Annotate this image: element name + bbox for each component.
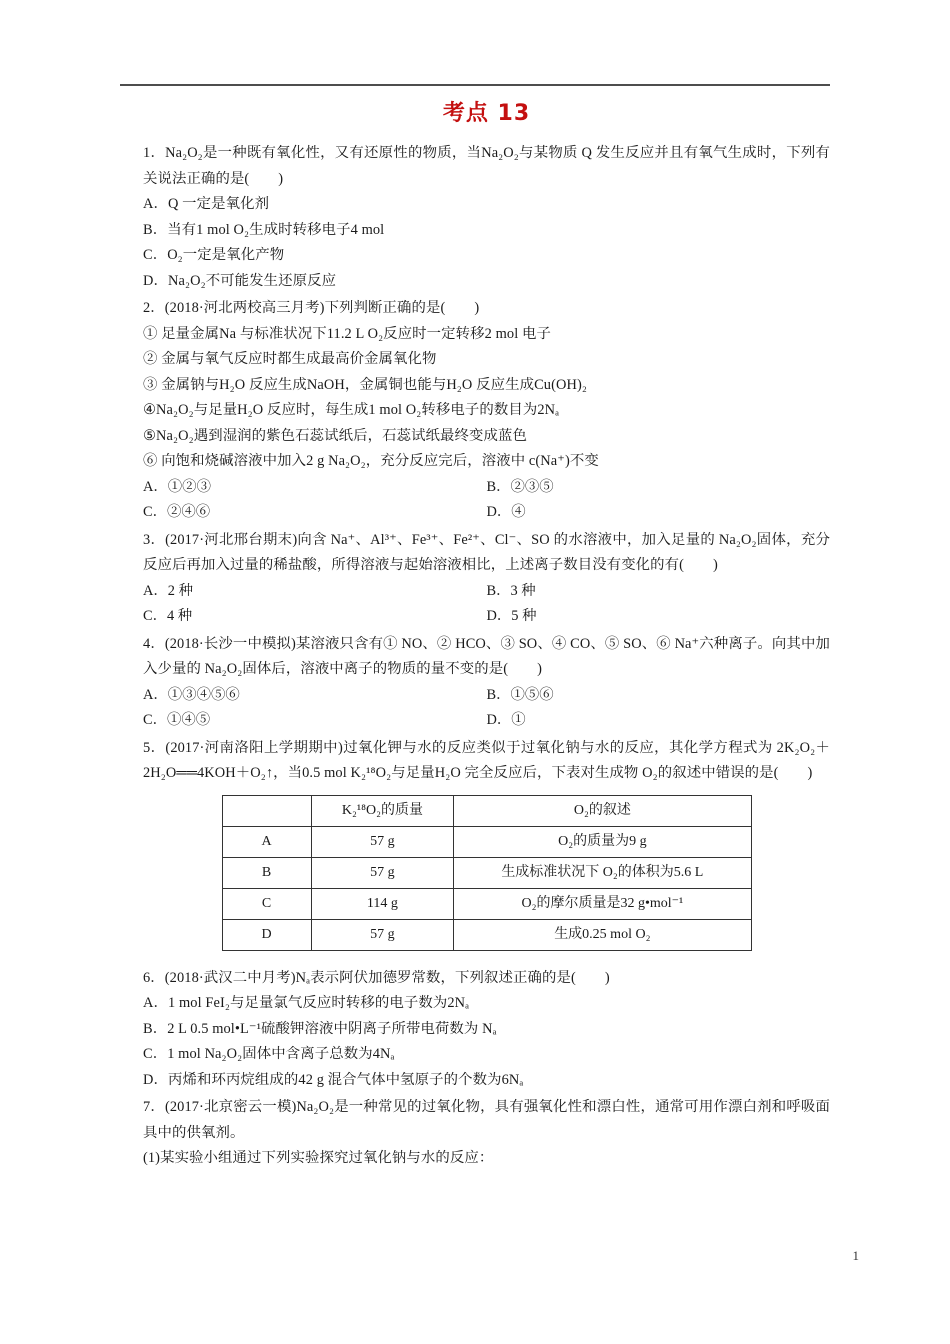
table-header-blank bbox=[222, 795, 311, 826]
table-header-description: O₂的叙述 bbox=[454, 795, 751, 826]
table-cell-desc-d: 生成0.25 mol O₂ bbox=[454, 919, 751, 950]
question-1-option-a[interactable]: A．Q 一定是氧化剂 bbox=[143, 196, 270, 213]
question-5 bbox=[143, 736, 830, 951]
question-6-option-d[interactable]: D．丙烯和环丙烷组成的42 g 混合气体中氢原子的个数为6Nₐ bbox=[143, 1071, 524, 1088]
question-4-option-a[interactable]: A．①③④⑤⑥ bbox=[143, 686, 240, 703]
table-cell-label-d: D bbox=[222, 919, 311, 950]
table-cell-mass-d: 57 g bbox=[311, 919, 454, 950]
question-2-item-2: ② 金属与氧气反应时都生成最高价金属氧化物 bbox=[143, 351, 437, 368]
question-6-option-b[interactable]: B．2 L 0.5 mol•L⁻¹硫酸钾溶液中阴离子所带电荷数为 Nₐ bbox=[143, 1020, 497, 1037]
question-1-stem: 1．Na₂O₂是一种既有氧化性，又有还原性的物质，当Na₂O₂与某物质 Q 发生反应并且有氧气生成时，下列有关说法正确的是( ) bbox=[143, 145, 830, 187]
question-7 bbox=[143, 1095, 830, 1172]
question-4-option-c[interactable]: C．①④⑤ bbox=[143, 712, 211, 729]
question-6-option-c[interactable]: C．1 mol Na₂O₂固体中含离子总数为4Nₐ bbox=[143, 1046, 395, 1063]
question-3-options bbox=[143, 579, 830, 630]
table-cell-label-a: A bbox=[222, 826, 311, 857]
table-row bbox=[222, 888, 751, 919]
question-7-stem: 7．(2017·北京密云一模)Na₂O₂是一种常见的过氧化物，具有强氧化性和漂白性，通常可用作漂白剂和呼吸面具中的供氧剂。 bbox=[143, 1099, 830, 1141]
table-cell-desc-c: O₂的摩尔质量是32 g•mol⁻¹ bbox=[454, 888, 751, 919]
question-1 bbox=[143, 141, 830, 294]
question-2-item-4: ④Na₂O₂与足量H₂O 反应时，每生成1 mol O₂转移电子的数目为2Nₐ bbox=[143, 402, 560, 419]
question-2-stem: 2．(2018·河北两校高三月考)下列判断正确的是( ) bbox=[143, 300, 480, 317]
question-6 bbox=[143, 966, 830, 1094]
question-2-options bbox=[143, 475, 830, 526]
question-4 bbox=[143, 632, 830, 734]
question-6-option-a[interactable]: A．1 mol FeI₂与足量氯气反应时转移的电子数为2Nₐ bbox=[143, 995, 470, 1012]
page-content bbox=[143, 101, 830, 1174]
table-cell-label-b: B bbox=[222, 857, 311, 888]
header-rule bbox=[120, 84, 830, 86]
question-3-option-a[interactable]: A．2 种 bbox=[143, 582, 193, 599]
question-3-stem: 3．(2017·河北邢台期末)向含 Na⁺、Al³⁺、Fe³⁺、Fe²⁺、Cl⁻、SO 的水溶液中，加入足量的 Na₂O₂固体，充分反应后再加入过量的稀盐酸，所得溶液与起始溶液相比，上述离子数目没有变化的有( ) bbox=[143, 531, 830, 574]
question-3 bbox=[143, 528, 830, 630]
question-2-option-d[interactable]: D．④ bbox=[486, 504, 526, 521]
question-3-option-d[interactable]: D．5 种 bbox=[486, 608, 537, 625]
question-1-option-d[interactable]: D．Na₂O₂不可能发生还原反应 bbox=[143, 272, 337, 289]
question-2-item-3: ③ 金属钠与H₂O 反应生成NaOH，金属铜也能与H₂O 反应生成Cu(OH)₂ bbox=[143, 376, 587, 393]
table-row bbox=[222, 919, 751, 950]
question-5-table-wrapper bbox=[143, 795, 830, 951]
section-spacer bbox=[143, 957, 830, 966]
question-1-option-b[interactable]: B．当有1 mol O₂生成时转移电子4 mol bbox=[143, 221, 385, 238]
question-2-option-a[interactable]: A．①②③ bbox=[143, 478, 211, 495]
table-row bbox=[222, 857, 751, 888]
table-cell-mass-c: 114 g bbox=[311, 888, 454, 919]
table-cell-desc-a: O₂的质量为9 g bbox=[454, 826, 751, 857]
question-2-option-b[interactable]: B．②③⑤ bbox=[486, 478, 554, 495]
question-5-table bbox=[222, 795, 752, 951]
question-5-stem: 5．(2017·河南洛阳上学期期中)过氧化钾与水的反应类似于过氧化钠与水的反应，其化学方程式为 2K₂O₂＋2H₂O══4KOH＋O₂↑，当0.5 mol K₂¹⁸O₂与足量H₂O 完全反应后，下表对生成物 O₂的叙述中错误的是( ) bbox=[143, 739, 830, 782]
table-cell-mass-a: 57 g bbox=[311, 826, 454, 857]
table-header-mass: K₂¹⁸O₂的质量 bbox=[311, 795, 454, 826]
question-2 bbox=[143, 296, 830, 526]
page-title: 考点 13 bbox=[442, 101, 531, 126]
table-header-row bbox=[222, 795, 751, 826]
question-6-stem: 6．(2018·武汉二中月考)Nₐ表示阿伏加德罗常数，下列叙述正确的是( ) bbox=[143, 969, 610, 986]
question-2-item-1: ① 足量金属Na 与标准状况下11.2 L O₂反应时一定转移2 mol 电子 bbox=[143, 325, 551, 342]
question-3-option-b[interactable]: B．3 种 bbox=[486, 582, 536, 599]
question-2-item-5: ⑤Na₂O₂遇到湿润的紫色石蕊试纸后，石蕊试纸最终变成蓝色 bbox=[143, 427, 527, 444]
question-4-option-b[interactable]: B．①⑤⑥ bbox=[486, 686, 554, 703]
table-cell-label-c: C bbox=[222, 888, 311, 919]
table-cell-desc-b: 生成标准状况下 O₂的体积为5.6 L bbox=[454, 857, 751, 888]
table-row bbox=[222, 826, 751, 857]
question-4-options bbox=[143, 683, 830, 734]
question-3-option-c[interactable]: C．4 种 bbox=[143, 608, 193, 625]
question-1-option-c[interactable]: C．O₂一定是氧化产物 bbox=[143, 247, 285, 264]
question-7-sub-item-1: (1)某实验小组通过下列实验探究过氧化钠与水的反应： bbox=[143, 1150, 494, 1167]
page-number: 1 bbox=[852, 1248, 859, 1263]
question-4-option-d[interactable]: D．① bbox=[486, 712, 526, 729]
question-2-option-c[interactable]: C．②④⑥ bbox=[143, 504, 211, 521]
table-cell-mass-b: 57 g bbox=[311, 857, 454, 888]
question-2-item-6: ⑥ 向饱和烧碱溶液中加入2 g Na₂O₂，充分反应完后，溶液中 c(Na⁺)不变 bbox=[143, 453, 599, 470]
question-4-stem: 4．(2018·长沙一中模拟)某溶液只含有① NO、② HCO、③ SO、④ CO、⑤ SO、⑥ Na⁺六种离子。向其中加入少量的 Na₂O₂固体后，溶液中离子的物质的量不变的是( ) bbox=[143, 635, 830, 678]
